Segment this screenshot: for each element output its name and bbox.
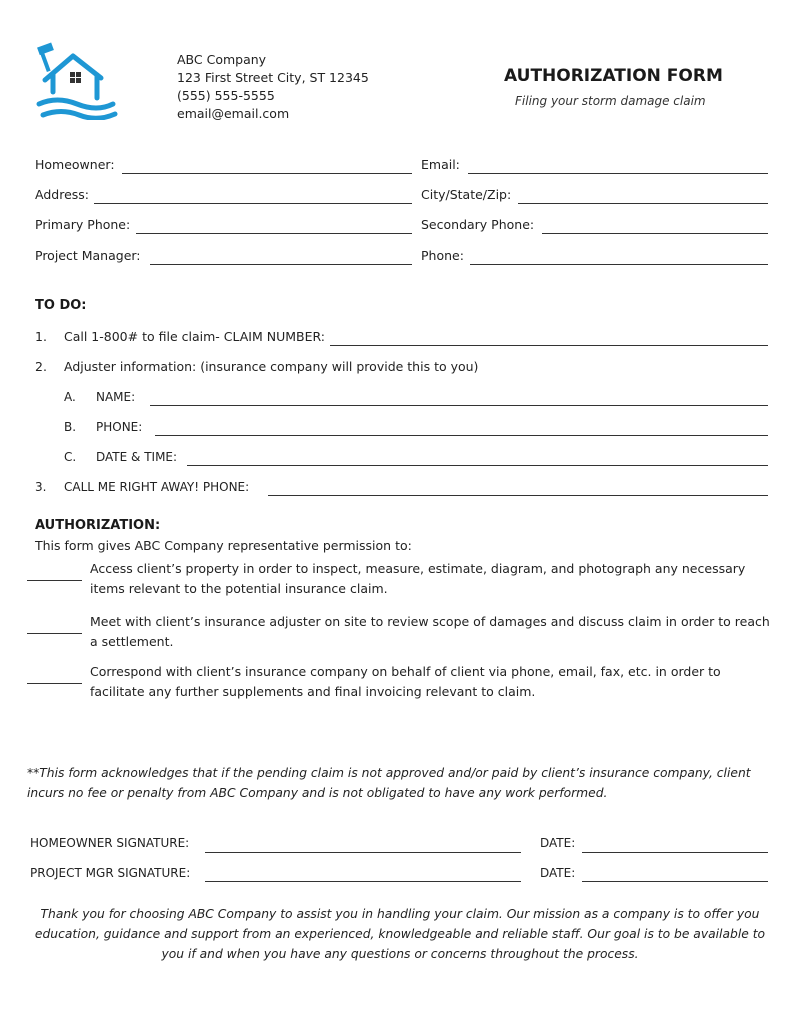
todo-item-1-label: Call 1-800# to file claim- CLAIM NUMBER: — [64, 329, 325, 344]
city-state-zip-label: City/State/Zip: — [421, 187, 512, 202]
initial-field-3[interactable] — [27, 683, 82, 684]
address-field[interactable] — [94, 203, 412, 204]
homeowner-date-field[interactable] — [582, 852, 768, 853]
disclaimer-text: **This form acknowledges that if the pending claim is not approved and/or paid by client’s insurance company, client incurs no fee or penalty from ABC Company and is not obligated to have any work performed. — [27, 766, 751, 800]
form-title: AUTHORIZATION FORM — [504, 66, 723, 86]
email-label: Email: — [421, 157, 460, 172]
phone-field[interactable] — [470, 264, 768, 265]
email-field[interactable] — [468, 173, 768, 174]
project-mgr-signature-label: PROJECT MGR SIGNATURE: — [30, 866, 191, 880]
homeowner-signature-field[interactable] — [205, 852, 521, 853]
phone-label: Phone: — [421, 248, 464, 263]
house-waves-logo-icon — [33, 42, 119, 120]
form-subtitle: Filing your storm damage claim — [515, 94, 706, 108]
homeowner-field[interactable] — [122, 173, 412, 174]
company-email: email@email.com — [177, 106, 290, 121]
company-logo — [33, 42, 119, 120]
project-manager-field[interactable] — [150, 264, 412, 265]
company-name: ABC Company — [177, 52, 267, 67]
authorization-item-1: Access client’s property in order to inspect, measure, estimate, diagram, and photograph any necessary items relevant to the potential insurance claim. — [90, 561, 746, 596]
homeowner-date-label: DATE: — [540, 836, 576, 850]
company-address: 123 First Street City, ST 12345 — [177, 70, 369, 85]
todo-item-3-label: CALL ME RIGHT AWAY! PHONE: — [64, 480, 250, 494]
closing-text: Thank you for choosing ABC Company to assist you in handling your claim. Our mission as a company is to offer you education, guidance and support from an experienced, knowledgeable and reliable staff. Our goal is to be available to you if and when you have any questions or concerns throughout the process. — [34, 907, 766, 961]
authorization-heading: AUTHORIZATION: — [35, 518, 161, 533]
secondary-phone-label: Secondary Phone: — [421, 217, 535, 232]
todo-sub-b-letter: B. — [64, 420, 77, 434]
adjuster-date-time-label: DATE & TIME: — [96, 450, 178, 464]
todo-item-3-number: 3. — [35, 480, 47, 494]
adjuster-phone-field[interactable] — [155, 435, 768, 436]
authorization-intro: This form gives ABC Company representative permission to: — [35, 538, 412, 553]
primary-phone-label: Primary Phone: — [35, 217, 131, 232]
secondary-phone-field[interactable] — [542, 233, 768, 234]
authorization-item-2: Meet with client’s insurance adjuster on site to review scope of damages and discuss claim in order to reach a settlement. — [90, 614, 770, 649]
adjuster-name-label: NAME: — [96, 390, 136, 404]
todo-item-2-number: 2. — [35, 359, 47, 374]
project-manager-label: Project Manager: — [35, 248, 141, 263]
homeowner-label: Homeowner: — [35, 157, 115, 172]
call-me-phone-field[interactable] — [268, 495, 768, 496]
project-mgr-date-label: DATE: — [540, 866, 576, 880]
adjuster-name-field[interactable] — [150, 405, 768, 406]
adjuster-date-time-field[interactable] — [187, 465, 768, 466]
adjuster-phone-label: PHONE: — [96, 420, 143, 434]
initial-field-2[interactable] — [27, 633, 82, 634]
authorization-item-3: Correspond with client’s insurance company on behalf of client via phone, email, fax, etc. in order to facilitate any further supplements and final invoicing relevant to claim. — [90, 664, 721, 699]
company-phone: (555) 555-5555 — [177, 88, 275, 103]
project-mgr-signature-field[interactable] — [205, 881, 521, 882]
todo-item-2-label: Adjuster information: (insurance company will provide this to you) — [64, 359, 479, 374]
todo-item-1-number: 1. — [35, 329, 47, 344]
homeowner-signature-label: HOMEOWNER SIGNATURE: — [30, 836, 190, 850]
project-mgr-date-field[interactable] — [582, 881, 768, 882]
todo-heading: TO DO: — [35, 298, 87, 313]
todo-sub-c-letter: C. — [64, 450, 77, 464]
primary-phone-field[interactable] — [136, 233, 412, 234]
initial-field-1[interactable] — [27, 580, 82, 581]
city-state-zip-field[interactable] — [518, 203, 768, 204]
claim-number-field[interactable] — [330, 345, 768, 346]
todo-sub-a-letter: A. — [64, 390, 76, 404]
address-label: Address: — [35, 187, 89, 202]
